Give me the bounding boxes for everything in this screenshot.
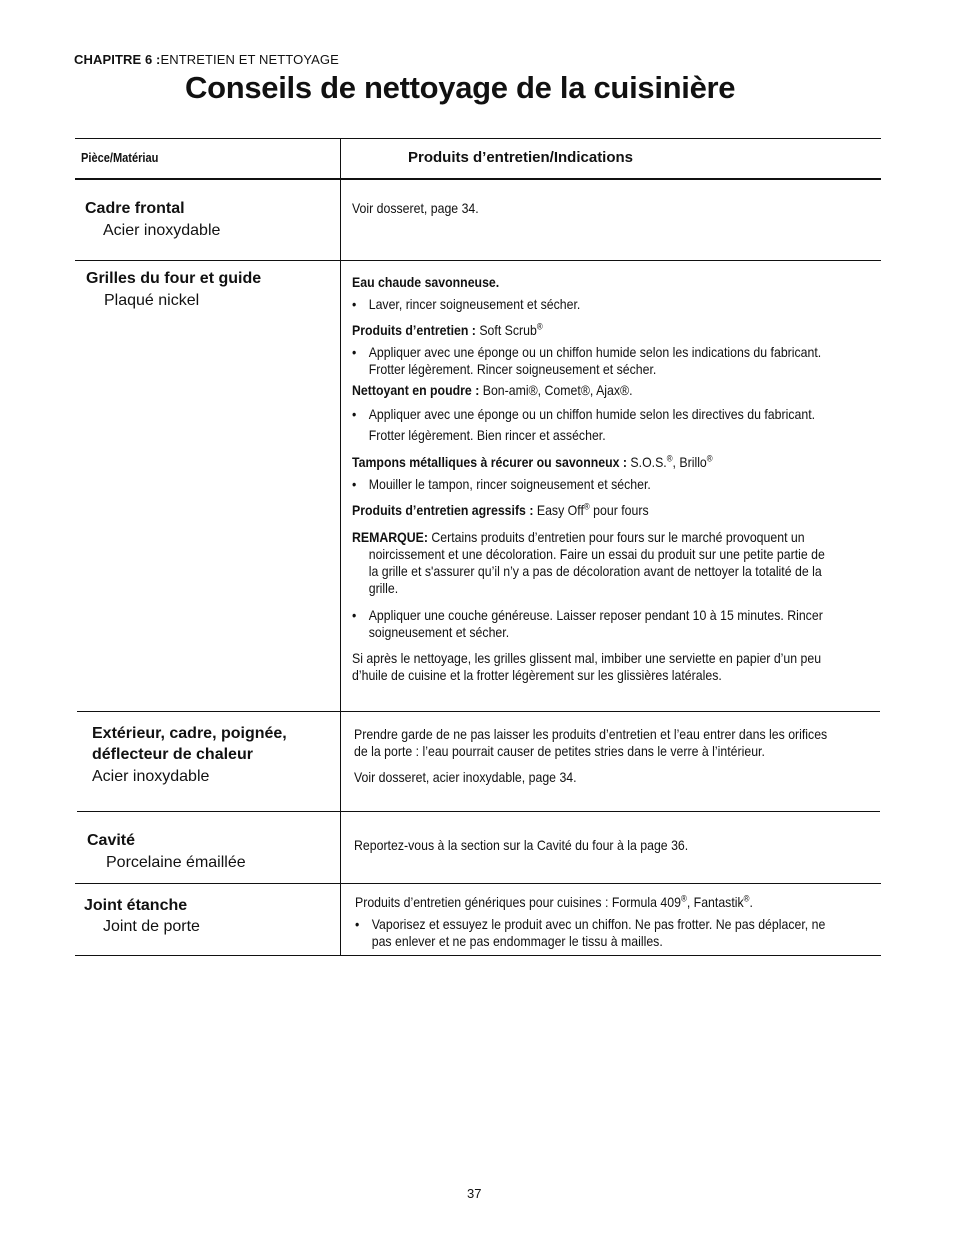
bullet-text: Appliquer une couche généreuse. Laisser reposer pendant 10 à 15 minutes. Rincer (368, 607, 823, 623)
instruction-text: Produits d’entretien génériques pour cuisines : Formula 409 (355, 894, 681, 910)
bullet-continuation: pas enlever et ne pas endommager le tissu à mailles. (371, 933, 663, 949)
product-names: Soft Scrub (475, 322, 537, 338)
bullet-item (355, 916, 891, 933)
bullet-continuation: soigneusement et sécher. (368, 624, 510, 640)
bullet-text: Vaporisez et essuyez le produit avec un chiffon. Ne pas frotter. Ne pas déplacer, ne (371, 916, 826, 932)
table-top-rule (75, 138, 881, 139)
instruction-text: de la porte : l’eau pourrait causer de petites stries dans le verre à l’intérieur. (354, 743, 765, 759)
note-line: noircissement et une décoloration. Faire un essai du produit sur une petite partie de (368, 546, 825, 562)
bullet-glyph: • (352, 607, 357, 623)
instruction-text: , Fantastik (686, 894, 744, 910)
registered-mark: ® (743, 893, 750, 904)
chapter-heading (74, 52, 339, 67)
instruction-heading: Tampons métalliques à récurer ou savonneux : (352, 454, 627, 470)
bullet-glyph: • (352, 344, 357, 360)
instruction-cell (355, 894, 875, 950)
product-names: Easy Off (533, 502, 584, 518)
bullet-text: Laver, rincer soigneusement et sécher. (368, 296, 581, 312)
bullet-text: Mouiller le tampon, rincer soigneusement et sécher. (368, 476, 651, 492)
product-names: S.O.S. (627, 454, 667, 470)
instruction-heading-line (352, 322, 871, 339)
instruction-text: Reportez-vous à la section sur la Cavité du four à la page 36. (354, 837, 689, 853)
product-names: , Brillo (672, 454, 707, 470)
instruction-heading: Produits d’entretien : (352, 322, 476, 338)
material-name: Porcelaine émaillée (106, 854, 246, 871)
part-name: Extérieur, cadre, poignée, (92, 725, 287, 742)
instruction-text: . (749, 894, 753, 910)
part-name: déflecteur de chaleur (92, 746, 253, 763)
instruction-text: Si après le nettoyage, les grilles glissent mal, imbiber une serviette en papier d’un peu (352, 650, 822, 666)
bullet-glyph: • (352, 296, 357, 312)
registered-mark: ® (536, 321, 543, 332)
bullet-text: Appliquer avec une éponge ou un chiffon humide selon les indications du fabricant. (368, 344, 822, 360)
bullet-item (352, 476, 888, 493)
registered-mark: ® (583, 501, 590, 512)
row-divider (75, 260, 881, 261)
registered-mark: ® (666, 453, 673, 464)
bullet-glyph: • (355, 916, 360, 932)
registered-mark: ® (706, 453, 713, 464)
instruction-cell (354, 726, 874, 786)
row-divider (77, 811, 880, 812)
instruction-text: d’huile de cuisine et la frotter légèrement sur les glissières latérales. (352, 667, 722, 683)
bullet-item (352, 406, 888, 423)
note-line: grille. (368, 580, 399, 596)
instruction-heading-line (352, 382, 871, 399)
part-name: Grilles du four et guide (86, 270, 262, 287)
material-name: Acier inoxydable (103, 222, 221, 239)
bullet-glyph: • (352, 476, 357, 492)
product-names: Bon-ami®, Comet®, Ajax®. (479, 382, 633, 398)
instruction-cell (354, 837, 874, 854)
note-line (352, 529, 871, 546)
bullet-continuation: Frotter légèrement. Bien rincer et assécher. (368, 427, 606, 443)
material-name: Acier inoxydable (92, 768, 210, 785)
instruction-cell (352, 200, 872, 217)
note-text: Certains produits d’entretien pour fours sur le marché provoquent un (427, 529, 805, 545)
product-names: pour fours (589, 502, 649, 518)
instruction-heading: Eau chaude savonneuse. (352, 274, 500, 290)
material-name: Joint de porte (103, 918, 200, 935)
registered-mark: ® (680, 893, 687, 904)
bullet-item (352, 344, 888, 361)
bullet-item (352, 607, 888, 624)
note-line: la grille et s'assurer qu’il n’y a pas de décoloration avant de nettoyer la totalité de la (368, 563, 822, 579)
table-bottom-rule (75, 955, 881, 956)
instruction-heading: Nettoyant en poudre : (352, 382, 480, 398)
bullet-continuation: Frotter légèrement. Rincer soigneusement et sécher. (368, 361, 657, 377)
column-divider (340, 138, 341, 956)
part-name: Joint étanche (84, 897, 188, 914)
chapter-title: ENTRETIEN ET NETTOYAGE (160, 52, 339, 67)
instruction-text: Voir dosseret, acier inoxydable, page 34. (354, 769, 577, 785)
instruction-cell (352, 274, 872, 684)
chapter-label: CHAPITRE 6 : (74, 52, 161, 67)
bullet-glyph: • (352, 406, 357, 422)
material-name: Plaqué nickel (104, 292, 200, 309)
instruction-heading: Produits d’entretien agressifs : (352, 502, 534, 518)
instruction-heading-line (352, 502, 871, 519)
page-number: 37 (467, 1186, 482, 1201)
part-name: Cadre frontal (85, 200, 185, 217)
instruction-text: Prendre garde de ne pas laisser les produits d’entretien et l’eau entrer dans les orifices (354, 726, 828, 742)
instruction-text-line (355, 894, 874, 911)
instruction-heading-line (352, 454, 871, 471)
part-name: Cavité (87, 832, 136, 849)
instruction-text: Voir dosseret, page 34. (352, 200, 479, 216)
row-divider (75, 883, 881, 884)
page-title: Conseils de nettoyage de la cuisinière (185, 70, 736, 105)
bullet-item (352, 296, 888, 313)
note-label: REMARQUE: (352, 529, 428, 545)
bullet-text: Appliquer avec une éponge ou un chiffon humide selon les directives du fabricant. (368, 406, 816, 422)
table-header-rule (75, 178, 881, 180)
column-header-products: Produits d’entretien/Indications (408, 149, 634, 166)
column-header-part: Pièce/Matériau (81, 150, 159, 165)
row-divider (77, 711, 880, 712)
